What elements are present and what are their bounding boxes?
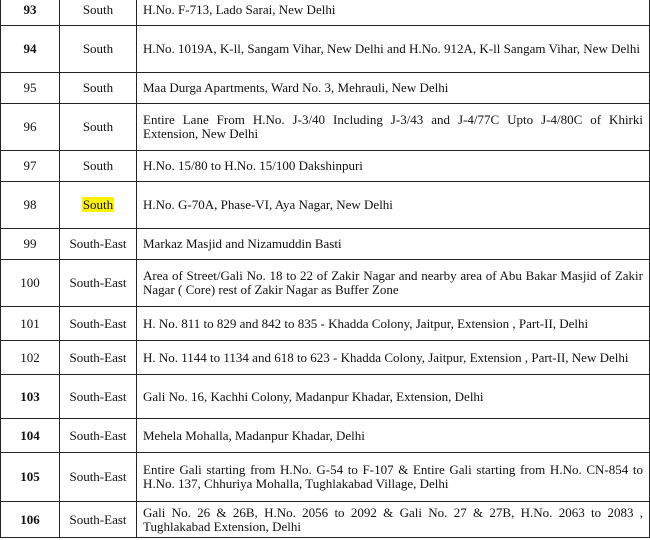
containment-area-cell: H.No. G-70A, Phase-VI, Aya Nagar, New Delhi <box>137 182 650 229</box>
serial-number-cell: 93 <box>1 0 60 26</box>
containment-area-cell: H. No. 811 to 829 and 842 to 835 - Khadda Colony, Jaitpur, Extension , Part-II, Delhi <box>137 307 650 341</box>
containment-area-cell: Area of Street/Gali No. 18 to 22 of Zakir Nagar and nearby area of Abu Bakar Masjid of Zakir Nagar ( Core) rest of Zakir Nagar as Buffer Zone <box>137 260 650 307</box>
table-row <box>1 73 650 104</box>
table-row <box>1 26 650 73</box>
serial-number-cell: 102 <box>1 341 60 375</box>
district-cell <box>60 341 137 375</box>
district-text: South <box>82 80 114 95</box>
serial-number-cell: 98 <box>1 182 60 229</box>
district-cell <box>60 151 137 182</box>
district-cell <box>60 229 137 260</box>
district-text: South-East <box>69 236 127 251</box>
district-text: South-East <box>69 315 127 331</box>
district-cell <box>60 419 137 453</box>
table-row <box>1 502 650 538</box>
district-cell <box>60 375 137 419</box>
district-text: South <box>82 119 114 134</box>
containment-area-cell: Mehela Mohalla, Madanpur Khadar, Delhi <box>137 419 650 453</box>
district-cell <box>60 182 137 229</box>
table-row <box>1 0 650 26</box>
district-text: South-East <box>69 388 127 404</box>
containment-area-cell: H.No. 15/80 to H.No. 15/100 Dakshinpuri <box>137 151 650 182</box>
district-cell <box>60 73 137 104</box>
serial-number-cell: 100 <box>1 260 60 307</box>
district-text: South-East <box>69 275 127 290</box>
containment-area-cell: Gali No. 16, Kachhi Colony, Madanpur Khadar, Extension, Delhi <box>137 375 650 419</box>
table-row <box>1 104 650 151</box>
district-cell <box>60 104 137 151</box>
serial-number-cell: 106 <box>1 502 60 538</box>
district-cell <box>60 26 137 73</box>
containment-area-cell: H.No. 1019A, K-ll, Sangam Vihar, New Delhi and H.No. 912A, K-ll Sangam Vihar, New Delhi <box>137 26 650 73</box>
table-row <box>1 307 650 341</box>
table-row <box>1 341 650 375</box>
district-cell <box>60 260 137 307</box>
containment-area-cell: H. No. 1144 to 1134 and 618 to 623 - Khadda Colony, Jaitpur, Extension , Part-II, New Delhi <box>137 341 650 375</box>
serial-number-cell: 96 <box>1 104 60 151</box>
district-text: South <box>82 2 114 17</box>
containment-area-cell: Entire Lane From H.No. J-3/40 Including J-3/43 and J-4/77C Upto J-4/80C of Khirki Extension, New Delhi <box>137 104 650 151</box>
district-text: South <box>82 158 114 173</box>
table-row <box>1 182 650 229</box>
serial-number-cell: 101 <box>1 307 60 341</box>
serial-number-cell: 105 <box>1 453 60 502</box>
highlighted-district-text: South <box>82 197 114 212</box>
containment-area-cell: Entire Gali starting from H.No. G-54 to F-107 & Entire Gali starting from H.No. CN-854 to H.No. 137, Chhuriya Mohalla, Tughlakabad Village, Delhi <box>137 453 650 502</box>
district-text: South <box>82 41 114 56</box>
district-text: South-East <box>69 427 127 443</box>
containment-area-cell: Gali No. 26 & 26B, H.No. 2056 to 2092 & Gali No. 27 & 27B, H.No. 2063 to 2083 , Tughlakabad Extension, Delhi <box>137 502 650 538</box>
table-row <box>1 151 650 182</box>
district-cell <box>60 0 137 26</box>
containment-area-cell: Markaz Masjid and Nizamuddin Basti <box>137 229 650 260</box>
table-row <box>1 419 650 453</box>
serial-number-cell: 94 <box>1 26 60 73</box>
serial-number-cell: 103 <box>1 375 60 419</box>
district-text: South-East <box>69 511 127 527</box>
table-row <box>1 229 650 260</box>
serial-number-cell: 97 <box>1 151 60 182</box>
table-row <box>1 375 650 419</box>
district-cell <box>60 453 137 502</box>
table-row <box>1 453 650 502</box>
serial-number-cell: 104 <box>1 419 60 453</box>
district-cell <box>60 307 137 341</box>
district-text: South-East <box>69 469 127 484</box>
district-text: South-East <box>69 349 127 365</box>
table-body <box>1 0 650 538</box>
district-cell <box>60 502 137 538</box>
serial-number-cell: 95 <box>1 73 60 104</box>
containment-area-cell: H.No. F-713, Lado Sarai, New Delhi <box>137 0 650 26</box>
table-row <box>1 260 650 307</box>
containment-area-cell: Maa Durga Apartments, Ward No. 3, Mehrauli, New Delhi <box>137 73 650 104</box>
serial-number-cell: 99 <box>1 229 60 260</box>
